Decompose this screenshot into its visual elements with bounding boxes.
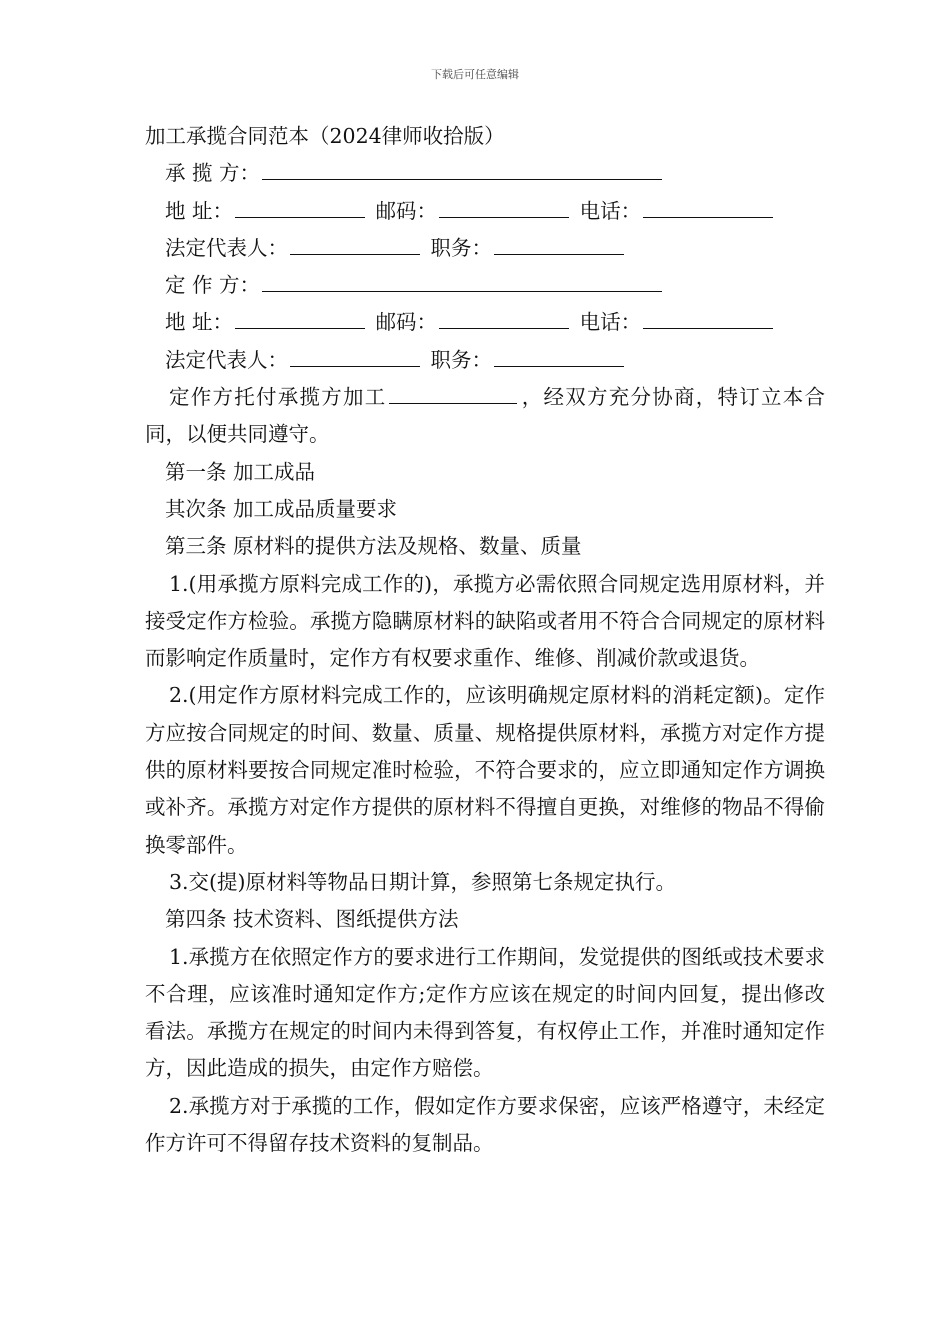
contractor-address-label: 地 址： <box>165 198 234 223</box>
clause-4-heading: 第四条 技术资料、图纸提供方法 <box>165 907 459 932</box>
intro-after: ，经双方充分协商，特订立本合同，以便共同遵守。 <box>145 385 825 447</box>
client-rep-label: 法定代表人： <box>165 347 288 372</box>
contractor-address-blank[interactable] <box>235 193 365 218</box>
client-postcode-label: 邮码： <box>375 310 438 335</box>
clause-4-item-1: 1.承揽方在依照定作方的要求进行工作期间，发觉提供的图纸或技术要求不合理，应该准时通知定作方;定作方应该在规定的时间内回复，提出修改看法。承揽方在规定的时间内未得到答复，有权停止工作，并准时通知定作方，因此造成的损失，由定作方赔偿。 <box>145 944 825 1081</box>
client-name-row <box>145 267 825 304</box>
client-address-row <box>145 304 825 341</box>
clause-3-item-1: 1.(用承揽方原料完成工作的)，承揽方必需依照合同规定选用原材料，并接受定作方检验。承揽方隐瞒原材料的缺陷或者用不符合合同规定的原材料而影响定作质量时，定作方有权要求重作、维修、削减价款或退货。 <box>145 571 825 671</box>
contractor-phone-label: 电话： <box>579 198 642 223</box>
clause-2-heading: 其次条 加工成品质量要求 <box>165 496 398 521</box>
client-rep-blank[interactable] <box>290 342 420 367</box>
contract-document <box>145 118 825 1162</box>
intro-paragraph <box>145 379 825 454</box>
clause-3-item-3: 3.交(提)原材料等物品日期计算，参照第七条规定执行。 <box>169 869 677 894</box>
contract-title: 加工承揽合同范本（2024律师收拾版） <box>145 124 505 148</box>
client-position-blank[interactable] <box>494 342 624 367</box>
header-note: 下载后可任意编辑 <box>431 68 519 81</box>
client-phone-label: 电话： <box>579 310 642 335</box>
contractor-rep-blank[interactable] <box>290 230 420 255</box>
client-phone-blank[interactable] <box>643 304 773 329</box>
contractor-postcode-label: 邮码： <box>375 198 438 223</box>
contractor-position-blank[interactable] <box>494 230 624 255</box>
client-postcode-blank[interactable] <box>439 304 569 329</box>
client-address-blank[interactable] <box>235 304 365 329</box>
client-position-label: 职务： <box>430 347 493 372</box>
contractor-position-label: 职务： <box>430 235 493 260</box>
contractor-rep-label: 法定代表人： <box>165 235 288 260</box>
intro-before: 定作方托付承揽方加工 <box>169 385 387 410</box>
contractor-address-row <box>145 193 825 230</box>
clause-3-heading: 第三条 原材料的提供方法及规格、数量、质量 <box>165 534 582 559</box>
contractor-name-row <box>145 155 825 192</box>
contractor-label: 承 揽 方： <box>165 161 261 186</box>
client-name-blank[interactable] <box>262 267 662 292</box>
clause-1-heading: 第一条 加工成品 <box>165 459 316 484</box>
clause-3-item-2: 2.(用定作方原材料完成工作的，应该明确规定原材料的消耗定额)。定作方应按合同规定的时间、数量、质量、规格提供原材料，承揽方对定作方提供的原材料要按合同规定准时检验，不符合要求的，应立即通知定作方调换或补齐。承揽方对定作方提供的原材料不得擅自更换，对维修的物品不得偷换零部件。 <box>145 683 825 857</box>
client-address-label: 地 址： <box>165 310 234 335</box>
clause-4-item-2: 2.承揽方对于承揽的工作，假如定作方要求保密，应该严格遵守，未经定作方许可不得留存技术资料的复制品。 <box>145 1093 825 1156</box>
contractor-postcode-blank[interactable] <box>439 193 569 218</box>
client-rep-row <box>145 342 825 379</box>
processing-item-blank[interactable] <box>389 379 517 404</box>
client-label: 定 作 方： <box>165 273 261 298</box>
contractor-name-blank[interactable] <box>262 155 662 180</box>
contractor-phone-blank[interactable] <box>643 193 773 218</box>
contractor-rep-row <box>145 230 825 267</box>
